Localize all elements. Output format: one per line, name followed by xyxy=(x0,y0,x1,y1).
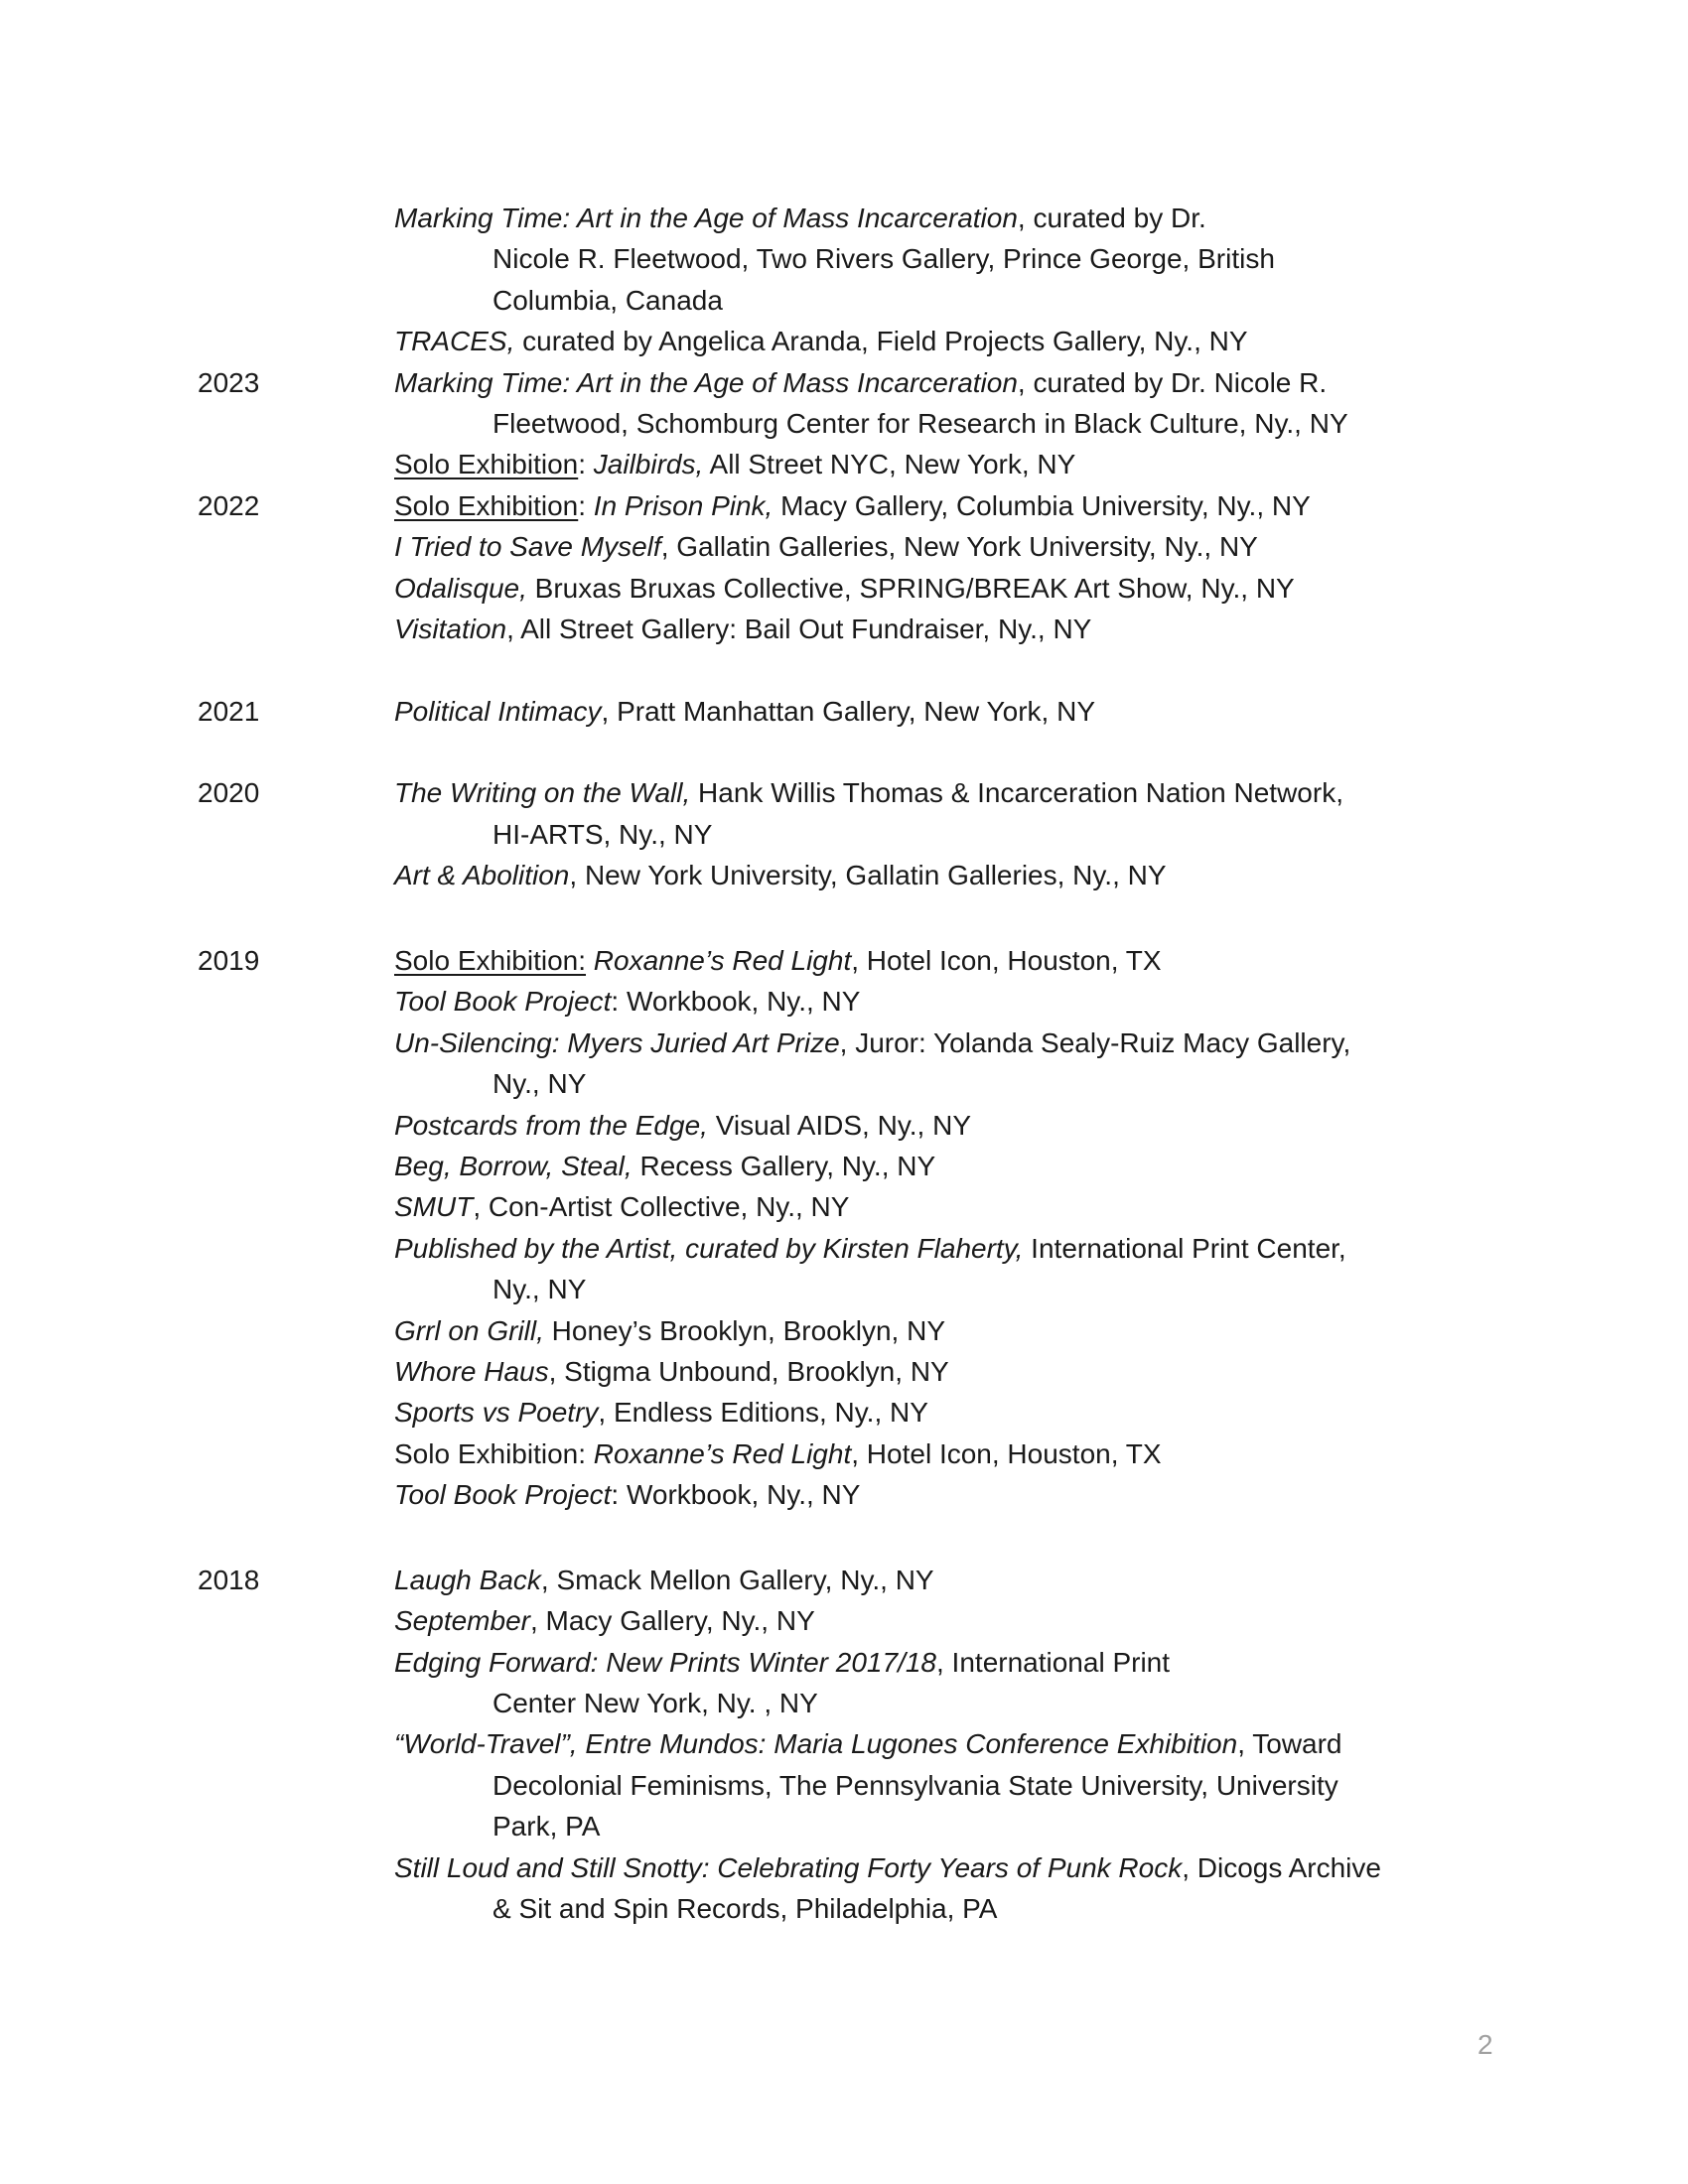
exhibition-entry xyxy=(0,855,1688,895)
entry-continuation-line xyxy=(0,1269,1688,1309)
entry-detail: : Workbook, Ny., NY xyxy=(611,986,861,1018)
exhibition-entry xyxy=(0,568,1688,609)
exhibition-entry xyxy=(0,1228,1688,1310)
exhibition-title: TRACES, xyxy=(394,326,515,357)
entry-detail: Nicole R. Fleetwood, Two Rivers Gallery, Prince George, British xyxy=(492,243,1275,275)
entry-line xyxy=(0,1351,1688,1392)
entry-text xyxy=(394,1392,928,1433)
exhibition-entry xyxy=(0,321,1688,361)
exhibition-entry xyxy=(0,526,1688,567)
entry-year: 2021 xyxy=(198,695,260,727)
exhibition-title: Odalisque, xyxy=(394,572,527,604)
entry-detail: Park, PA xyxy=(492,1811,601,1843)
entry-text xyxy=(492,1269,586,1309)
exhibition-title: Political Intimacy xyxy=(394,695,602,727)
entry-text xyxy=(394,1023,1350,1063)
exhibition-title: “World-Travel”, Entre Mundos: Maria Lugones Conference Exhibition xyxy=(394,1728,1238,1760)
entry-line xyxy=(0,1186,1688,1227)
entry-detail: HI-ARTS, Ny., NY xyxy=(492,818,713,850)
entry-line xyxy=(0,1392,1688,1433)
entry-continuation-line xyxy=(0,280,1688,321)
exhibition-title: Sports vs Poetry xyxy=(394,1397,599,1429)
entry-continuation-line xyxy=(0,1765,1688,1806)
entry-text xyxy=(492,1063,586,1104)
exhibition-title: Tool Book Project xyxy=(394,1479,612,1511)
entry-text xyxy=(394,198,1206,238)
entry-text xyxy=(394,691,1095,732)
entry-detail: Columbia, Canada xyxy=(492,284,723,316)
exhibition-title: Marking Time: Art in the Age of Mass Incarceration xyxy=(394,366,1018,398)
entry-text xyxy=(492,280,723,321)
exhibition-title: Still Loud and Still Snotty: Celebrating Forty Years of Punk Rock xyxy=(394,1851,1183,1883)
entry-line xyxy=(0,1560,1688,1600)
entry-text xyxy=(394,568,1295,609)
entry-continuation-line xyxy=(0,238,1688,279)
entry-detail: Honey’s Brooklyn, Brooklyn, NY xyxy=(543,1314,946,1346)
entry-detail: , Stigma Unbound, Brooklyn, NY xyxy=(548,1355,949,1387)
entry-detail: : xyxy=(578,489,594,521)
exhibition-title: Visitation xyxy=(394,613,507,644)
entry-year: 2019 xyxy=(198,945,260,977)
exhibition-entry xyxy=(0,1847,1688,1930)
exhibition-title: Marking Time: Art in the Age of Mass Incarceration xyxy=(394,203,1018,233)
exhibition-title: Roxanne’s Red Light xyxy=(593,1437,852,1469)
exhibition-title: Laugh Back xyxy=(394,1564,541,1595)
entry-line xyxy=(0,609,1688,649)
exhibition-title: September xyxy=(394,1605,530,1637)
entry-detail: , International Print xyxy=(936,1646,1171,1678)
entry-text xyxy=(394,1146,935,1186)
exhibition-title: Edging Forward: New Prints Winter 2017/18 xyxy=(394,1646,936,1678)
entry-detail: , Endless Editions, Ny., NY xyxy=(598,1397,928,1429)
entry-text xyxy=(394,1186,849,1227)
entry-line xyxy=(0,1474,1688,1515)
entry-line xyxy=(0,1847,1688,1888)
entry-line xyxy=(0,444,1688,484)
entry-detail: Fleetwood, Schomburg Center for Research in Black Culture, Ny., NY xyxy=(492,407,1348,439)
entry-detail: , Smack Mellon Gallery, Ny., NY xyxy=(540,1564,934,1595)
entry-year: 2022 xyxy=(198,489,260,521)
entry-detail xyxy=(586,945,594,976)
entry-detail: , Con-Artist Collective, Ny., NY xyxy=(473,1191,850,1223)
entry-text xyxy=(394,1600,815,1641)
entry-text xyxy=(492,1888,997,1929)
exhibition-title: Un-Silencing: Myers Juried Art Prize xyxy=(394,1026,840,1058)
exhibition-entry xyxy=(0,1310,1688,1351)
exhibition-title: Beg, Borrow, Steal, xyxy=(394,1150,633,1181)
entry-detail: , Pratt Manhattan Gallery, New York, NY xyxy=(601,695,1095,727)
entry-year: 2023 xyxy=(198,366,260,398)
exhibition-entry xyxy=(0,1474,1688,1515)
exhibition-title: Tool Book Project xyxy=(394,986,612,1018)
entry-text xyxy=(492,238,1275,279)
entry-detail: Hank Willis Thomas & Incarceration Nation Network, xyxy=(690,777,1343,809)
entry-line xyxy=(0,772,1688,813)
blank-line xyxy=(0,649,1688,690)
exhibition-title: Art & Abolition xyxy=(394,860,570,891)
entry-text xyxy=(394,1228,1346,1269)
entry-continuation-line xyxy=(0,1888,1688,1929)
exhibition-entry xyxy=(0,772,1688,855)
entry-text xyxy=(394,1433,1162,1474)
entry-text xyxy=(394,609,1091,649)
entry-text xyxy=(394,526,1258,567)
solo-exhibition-label: Solo Exhibition xyxy=(394,449,579,480)
entry-text xyxy=(394,772,1343,813)
entry-text xyxy=(394,855,1167,895)
solo-exhibition-label: Solo Exhibition xyxy=(394,489,579,521)
entry-year: 2020 xyxy=(198,777,260,809)
entry-detail: Center New York, Ny. , NY xyxy=(492,1688,818,1719)
entry-detail: & Sit and Spin Records, Philadelphia, PA xyxy=(492,1893,998,1925)
entry-line xyxy=(0,485,1688,526)
blank-line xyxy=(0,1516,1688,1557)
entry-detail: Visual AIDS, Ny., NY xyxy=(707,1109,971,1141)
entry-detail: Ny., NY xyxy=(492,1068,587,1100)
entry-detail: All Street NYC, New York, NY xyxy=(703,449,1076,480)
entry-year: 2018 xyxy=(198,1564,260,1595)
entry-detail: curated by Angelica Aranda, Field Projects Gallery, Ny., NY xyxy=(514,326,1248,357)
entry-line xyxy=(0,1642,1688,1683)
entry-line xyxy=(0,1310,1688,1351)
entry-detail: Bruxas Bruxas Collective, SPRING/BREAK Art Show, Ny., NY xyxy=(526,572,1295,604)
entry-text xyxy=(394,1723,1342,1764)
entry-continuation-line xyxy=(0,403,1688,444)
entry-text xyxy=(394,1642,1170,1683)
entry-text xyxy=(394,321,1248,361)
exhibition-entry xyxy=(0,444,1688,484)
entry-text xyxy=(394,444,1075,484)
exhibition-title: Whore Haus xyxy=(394,1355,549,1387)
exhibition-list xyxy=(0,198,1688,1929)
entry-detail: , Hotel Icon, Houston, TX xyxy=(851,945,1162,977)
exhibition-entry xyxy=(0,691,1688,732)
entry-text xyxy=(394,1105,971,1146)
exhibition-entry xyxy=(0,1392,1688,1433)
exhibition-entry xyxy=(0,1642,1688,1724)
entry-text xyxy=(492,403,1348,444)
entry-line xyxy=(0,1105,1688,1146)
exhibition-title: SMUT xyxy=(394,1191,474,1223)
entry-detail: , Gallatin Galleries, New York University, Ny., NY xyxy=(660,531,1258,563)
exhibition-entry xyxy=(0,1146,1688,1186)
entry-text xyxy=(394,362,1327,403)
exhibition-title: Roxanne’s Red Light xyxy=(593,945,852,977)
exhibition-entry xyxy=(0,940,1688,981)
exhibition-entry xyxy=(0,198,1688,321)
entry-line xyxy=(0,940,1688,981)
entry-text xyxy=(394,485,1311,526)
entry-detail: , Toward xyxy=(1237,1728,1342,1760)
entry-detail: , Macy Gallery, Ny., NY xyxy=(529,1605,815,1637)
entry-line xyxy=(0,1723,1688,1764)
entry-line xyxy=(0,691,1688,732)
entry-detail: Ny., NY xyxy=(492,1274,587,1305)
entry-line xyxy=(0,568,1688,609)
exhibition-entry xyxy=(0,1723,1688,1846)
entry-detail: , New York University, Gallatin Galleries, Ny., NY xyxy=(569,860,1167,891)
blank-line xyxy=(0,896,1688,937)
entry-text xyxy=(492,814,712,855)
exhibition-title: In Prison Pink, xyxy=(593,489,774,521)
entry-text xyxy=(492,1806,600,1846)
entry-detail: Recess Gallery, Ny., NY xyxy=(632,1150,936,1181)
entry-detail: , All Street Gallery: Bail Out Fundraiser, Ny., NY xyxy=(506,613,1092,644)
entry-text xyxy=(394,1351,949,1392)
entry-continuation-line xyxy=(0,1063,1688,1104)
entry-detail: : xyxy=(578,449,594,480)
exhibition-entry xyxy=(0,1600,1688,1641)
entry-line xyxy=(0,1146,1688,1186)
entry-detail: , curated by Dr. xyxy=(1017,203,1206,233)
entry-line xyxy=(0,1600,1688,1641)
entry-detail: Macy Gallery, Columbia University, Ny., NY xyxy=(773,489,1311,521)
entry-text xyxy=(492,1765,1338,1806)
entry-text xyxy=(492,1683,818,1723)
entry-line xyxy=(0,981,1688,1022)
entry-text xyxy=(394,1474,860,1515)
entry-line xyxy=(0,362,1688,403)
entry-line xyxy=(0,855,1688,895)
exhibition-entry xyxy=(0,1023,1688,1105)
exhibition-entry xyxy=(0,1433,1688,1474)
exhibition-title: Grrl on Grill, xyxy=(394,1314,544,1346)
entry-text xyxy=(394,940,1162,981)
exhibition-title: Published by the Artist, curated by Kirsten Flaherty, xyxy=(394,1232,1024,1264)
entry-detail: International Print Center, xyxy=(1023,1232,1346,1264)
exhibition-title: Jailbirds, xyxy=(593,449,704,480)
exhibition-title: The Writing on the Wall, xyxy=(394,777,691,809)
entry-text xyxy=(394,1847,1381,1888)
entry-text xyxy=(394,981,860,1022)
exhibition-entry xyxy=(0,981,1688,1022)
entry-continuation-line xyxy=(0,814,1688,855)
exhibition-entry xyxy=(0,609,1688,649)
blank-line xyxy=(0,732,1688,772)
entry-text xyxy=(394,1560,934,1600)
entry-detail: Decolonial Feminisms, The Pennsylvania State University, University xyxy=(492,1769,1338,1801)
entry-text xyxy=(394,1310,945,1351)
entry-line xyxy=(0,1433,1688,1474)
entry-line xyxy=(0,526,1688,567)
exhibition-entry xyxy=(0,1560,1688,1600)
entry-continuation-line xyxy=(0,1683,1688,1723)
entry-continuation-line xyxy=(0,1806,1688,1846)
exhibition-entry xyxy=(0,1186,1688,1227)
entry-line xyxy=(0,198,1688,238)
exhibition-entry xyxy=(0,1351,1688,1392)
entry-detail: Solo Exhibition: xyxy=(394,1437,594,1469)
solo-exhibition-label: Solo Exhibition: xyxy=(394,945,587,977)
exhibition-title: Postcards from the Edge, xyxy=(394,1109,708,1141)
exhibition-entry xyxy=(0,362,1688,445)
entry-detail: , curated by Dr. Nicole R. xyxy=(1017,366,1328,398)
exhibition-title: I Tried to Save Myself xyxy=(394,531,661,563)
page-number: 2 xyxy=(1477,2029,1493,2060)
exhibition-entry xyxy=(0,485,1688,526)
entry-line xyxy=(0,1228,1688,1269)
entry-line xyxy=(0,1023,1688,1063)
entry-detail: , Hotel Icon, Houston, TX xyxy=(851,1437,1162,1469)
exhibition-entry xyxy=(0,1105,1688,1146)
entry-detail: : Workbook, Ny., NY xyxy=(611,1479,861,1511)
entry-detail: , Juror: Yolanda Sealy-Ruiz Macy Gallery, xyxy=(839,1026,1351,1058)
entry-line xyxy=(0,321,1688,361)
entry-detail: , Dicogs Archive xyxy=(1182,1851,1381,1883)
